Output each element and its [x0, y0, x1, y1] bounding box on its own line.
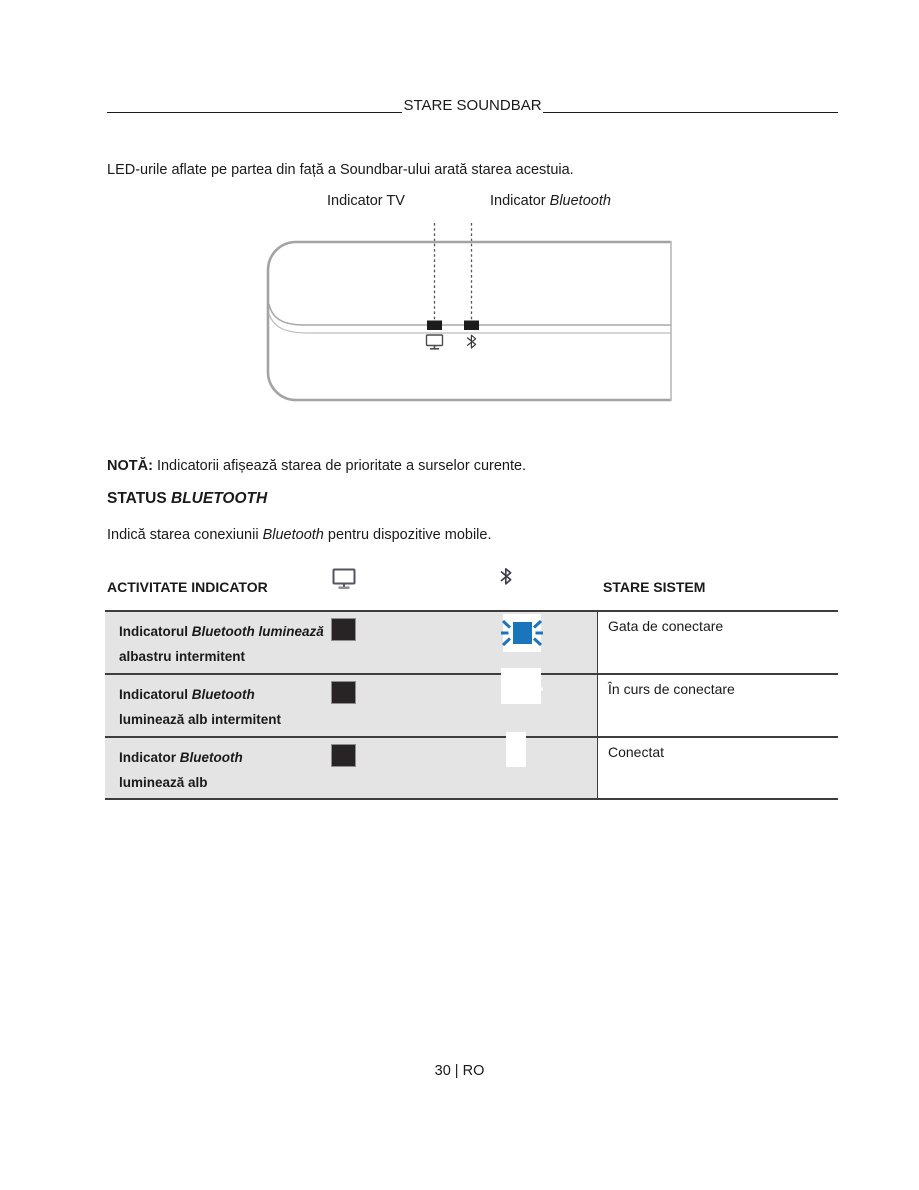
activity-text-line1: [119, 687, 255, 702]
diagram-tv-label: Indicator TV: [327, 193, 405, 209]
bluetooth-icon: [498, 565, 514, 593]
table-row: [105, 612, 838, 675]
status-table: [105, 610, 838, 800]
desc-italic: Bluetooth: [262, 527, 324, 543]
activity-text-line2: luminează alb intermitent: [119, 712, 282, 727]
activity-text-prefix: Indicatorul: [119, 687, 192, 702]
activity-text-line1: [119, 750, 243, 765]
intro-paragraph: LED-urile aflate pe partea din față a Soundbar-ului arată starea acestuia.: [107, 162, 574, 178]
bluetooth-led-indicator-blinking-blue: [499, 613, 545, 653]
activity-text-italic: Bluetooth: [179, 750, 243, 765]
activity-text-italic: Bluetooth: [191, 687, 255, 702]
section-title: [107, 490, 267, 508]
activity-text-prefix: Indicator: [119, 750, 180, 765]
bluetooth-icon: [467, 335, 475, 348]
bluetooth-led-indicator-blinking-white: [499, 669, 545, 709]
activity-text-prefix: Indicatorul: [119, 624, 192, 639]
tv-led-indicator: [331, 681, 356, 704]
note-paragraph: [107, 457, 526, 475]
page-header-title: STARE SOUNDBAR: [403, 97, 542, 114]
table-header-system-state: STARE SISTEM: [603, 579, 706, 595]
section-description: [107, 526, 492, 544]
activity-text-italic: Bluetooth luminează: [191, 624, 324, 639]
table-row: [105, 675, 838, 738]
bluetooth-led-indicator-solid-white: [506, 732, 526, 767]
system-state-cell: Conectat: [608, 744, 665, 760]
header-rule-left: [107, 95, 402, 113]
page-header: [107, 96, 838, 114]
desc-prefix: Indică starea conexiunii: [107, 527, 263, 543]
system-state-cell: În curs de conectare: [608, 681, 735, 697]
diagram-bt-label-italic: Bluetooth: [549, 193, 611, 209]
soundbar-diagram: [0, 218, 919, 418]
section-title-italic: BLUETOOTH: [171, 490, 268, 507]
system-state-cell: Gata de conectare: [608, 618, 724, 634]
table-row: [105, 738, 838, 801]
tv-monitor-icon: [332, 568, 356, 590]
tv-led-dot: [427, 321, 442, 331]
table-header-activity: ACTIVITATE INDICATOR: [107, 579, 268, 595]
desc-suffix: pentru dispozitive mobile.: [323, 527, 492, 543]
tv-monitor-icon: [427, 335, 443, 349]
activity-text-line1: [119, 624, 324, 639]
header-rule-right: [543, 95, 838, 113]
page-number: 30 | RO: [434, 1063, 485, 1079]
tv-led-indicator: [331, 618, 356, 641]
tv-led-indicator: [331, 744, 356, 767]
diagram-bt-label: [490, 193, 611, 209]
bluetooth-led-dot: [464, 321, 479, 331]
note-text: Indicatorii afișează starea de prioritate a surselor curente.: [152, 458, 527, 474]
activity-text-line2: luminează alb: [119, 775, 208, 790]
diagram-bt-label-prefix: Indicator: [490, 193, 550, 209]
note-label: NOTĂ:: [107, 458, 153, 474]
activity-text-line2: albastru intermitent: [119, 649, 246, 664]
section-title-prefix: STATUS: [107, 490, 172, 507]
